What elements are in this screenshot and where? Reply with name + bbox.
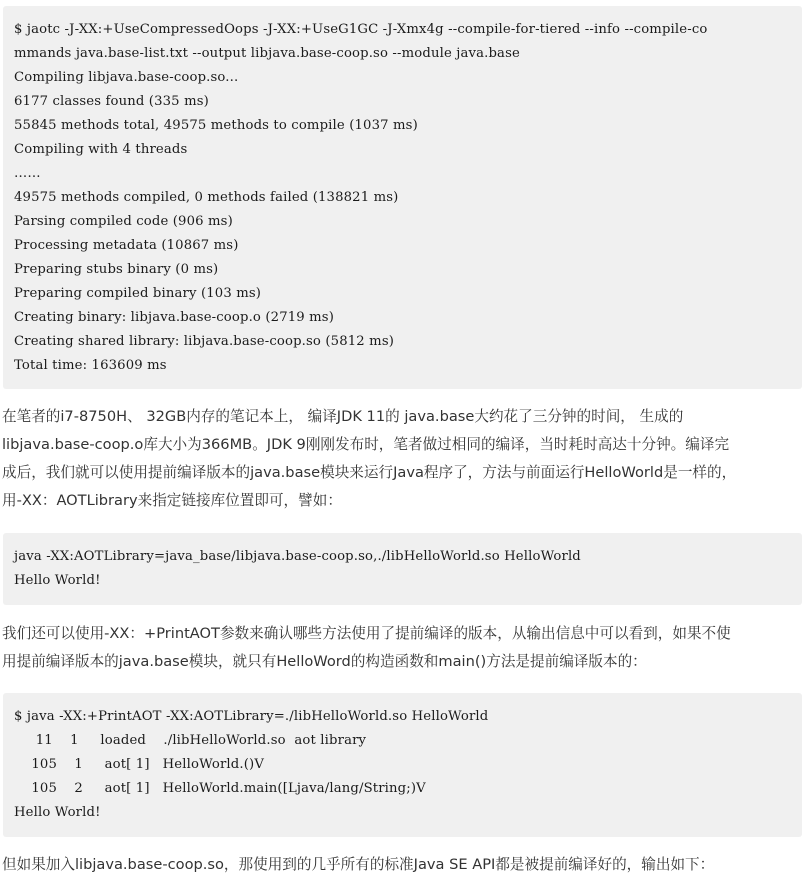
paragraph-line: 成后，我们就可以使用提前编译版本的java.base模块来运行Java程序了，方法与前面运行HelloWorld是一样的， bbox=[2, 464, 737, 481]
code-line: Creating binary: libjava.base-coop.o (2719 ms) bbox=[14, 310, 335, 325]
code-line: 105 1 aot[ 1] HelloWorld.()V bbox=[14, 757, 265, 772]
paragraph-standard-api-description bbox=[2, 851, 804, 879]
code-line: Total time: 163609 ms bbox=[14, 358, 167, 373]
code-line: $ java -XX:+PrintAOT -XX:AOTLibrary=./libHelloWorld.so HelloWorld bbox=[14, 709, 489, 724]
paragraph-line: libjava.base-coop.o库大小为366MB。JDK 9刚刚发布时，笔者做过相同的编译，当时耗时高达十分钟。编译完 bbox=[2, 436, 730, 453]
code-block-printaot-output bbox=[3, 693, 802, 837]
code-line: Preparing compiled binary (103 ms) bbox=[14, 286, 262, 301]
code-line: 105 2 aot[ 1] HelloWorld.main([Ljava/lang/String;)V bbox=[14, 781, 426, 796]
code-line: Parsing compiled code (906 ms) bbox=[14, 214, 233, 229]
code-line: …… bbox=[14, 166, 41, 181]
code-line: 6177 classes found (335 ms) bbox=[14, 94, 209, 109]
paragraph-line: 但如果加入libjava.base-coop.so，那使用到的几乎所有的标准Java SE API都是被提前编译好的，输出如下： bbox=[2, 856, 715, 873]
code-block-aotlibrary-run bbox=[3, 533, 802, 605]
code-line: Hello World! bbox=[14, 573, 101, 588]
paragraph-line: 在笔者的i7-8750H、 32GB内存的笔记本上， 编译JDK 11的 java.base大约花了三分钟的时间， 生成的 bbox=[2, 408, 684, 425]
paragraph-compile-description bbox=[2, 403, 804, 515]
code-line: Compiling with 4 threads bbox=[14, 142, 188, 157]
paragraph-line: 用-XX：AOTLibrary来指定链接库位置即可，譬如： bbox=[2, 492, 342, 509]
code-line: mmands java.base-list.txt --output libjava.base-coop.so --module java.base bbox=[14, 46, 520, 61]
paragraph-line: 用提前编译版本的java.base模块，就只有HelloWord的构造函数和main()方法是提前编译版本的： bbox=[2, 653, 647, 670]
code-line: Hello World! bbox=[14, 805, 101, 820]
code-line: java -XX:AOTLibrary=java_base/libjava.base-coop.so,./libHelloWorld.so HelloWorld bbox=[14, 549, 581, 564]
code-line: 55845 methods total, 49575 methods to compile (1037 ms) bbox=[14, 118, 418, 133]
paragraph-printaot-description bbox=[2, 620, 804, 676]
code-line: Compiling libjava.base-coop.so... bbox=[14, 70, 239, 85]
code-line: Creating shared library: libjava.base-coop.so (5812 ms) bbox=[14, 334, 395, 349]
code-line: Processing metadata (10867 ms) bbox=[14, 238, 239, 253]
code-line: 11 1 loaded ./libHelloWorld.so aot library bbox=[14, 733, 367, 748]
code-line: Preparing stubs binary (0 ms) bbox=[14, 262, 219, 277]
code-block-jaotc-output bbox=[3, 6, 802, 389]
paragraph-line: 我们还可以使用-XX：+PrintAOT参数来确认哪些方法使用了提前编译的版本，从输出信息中可以看到，如果不使 bbox=[2, 625, 731, 642]
code-line: $ jaotc -J-XX:+UseCompressedOops -J-XX:+UseG1GC -J-Xmx4g --compile-for-tiered --info --compile-co bbox=[14, 22, 708, 37]
code-line: 49575 methods compiled, 0 methods failed (138821 ms) bbox=[14, 190, 399, 205]
